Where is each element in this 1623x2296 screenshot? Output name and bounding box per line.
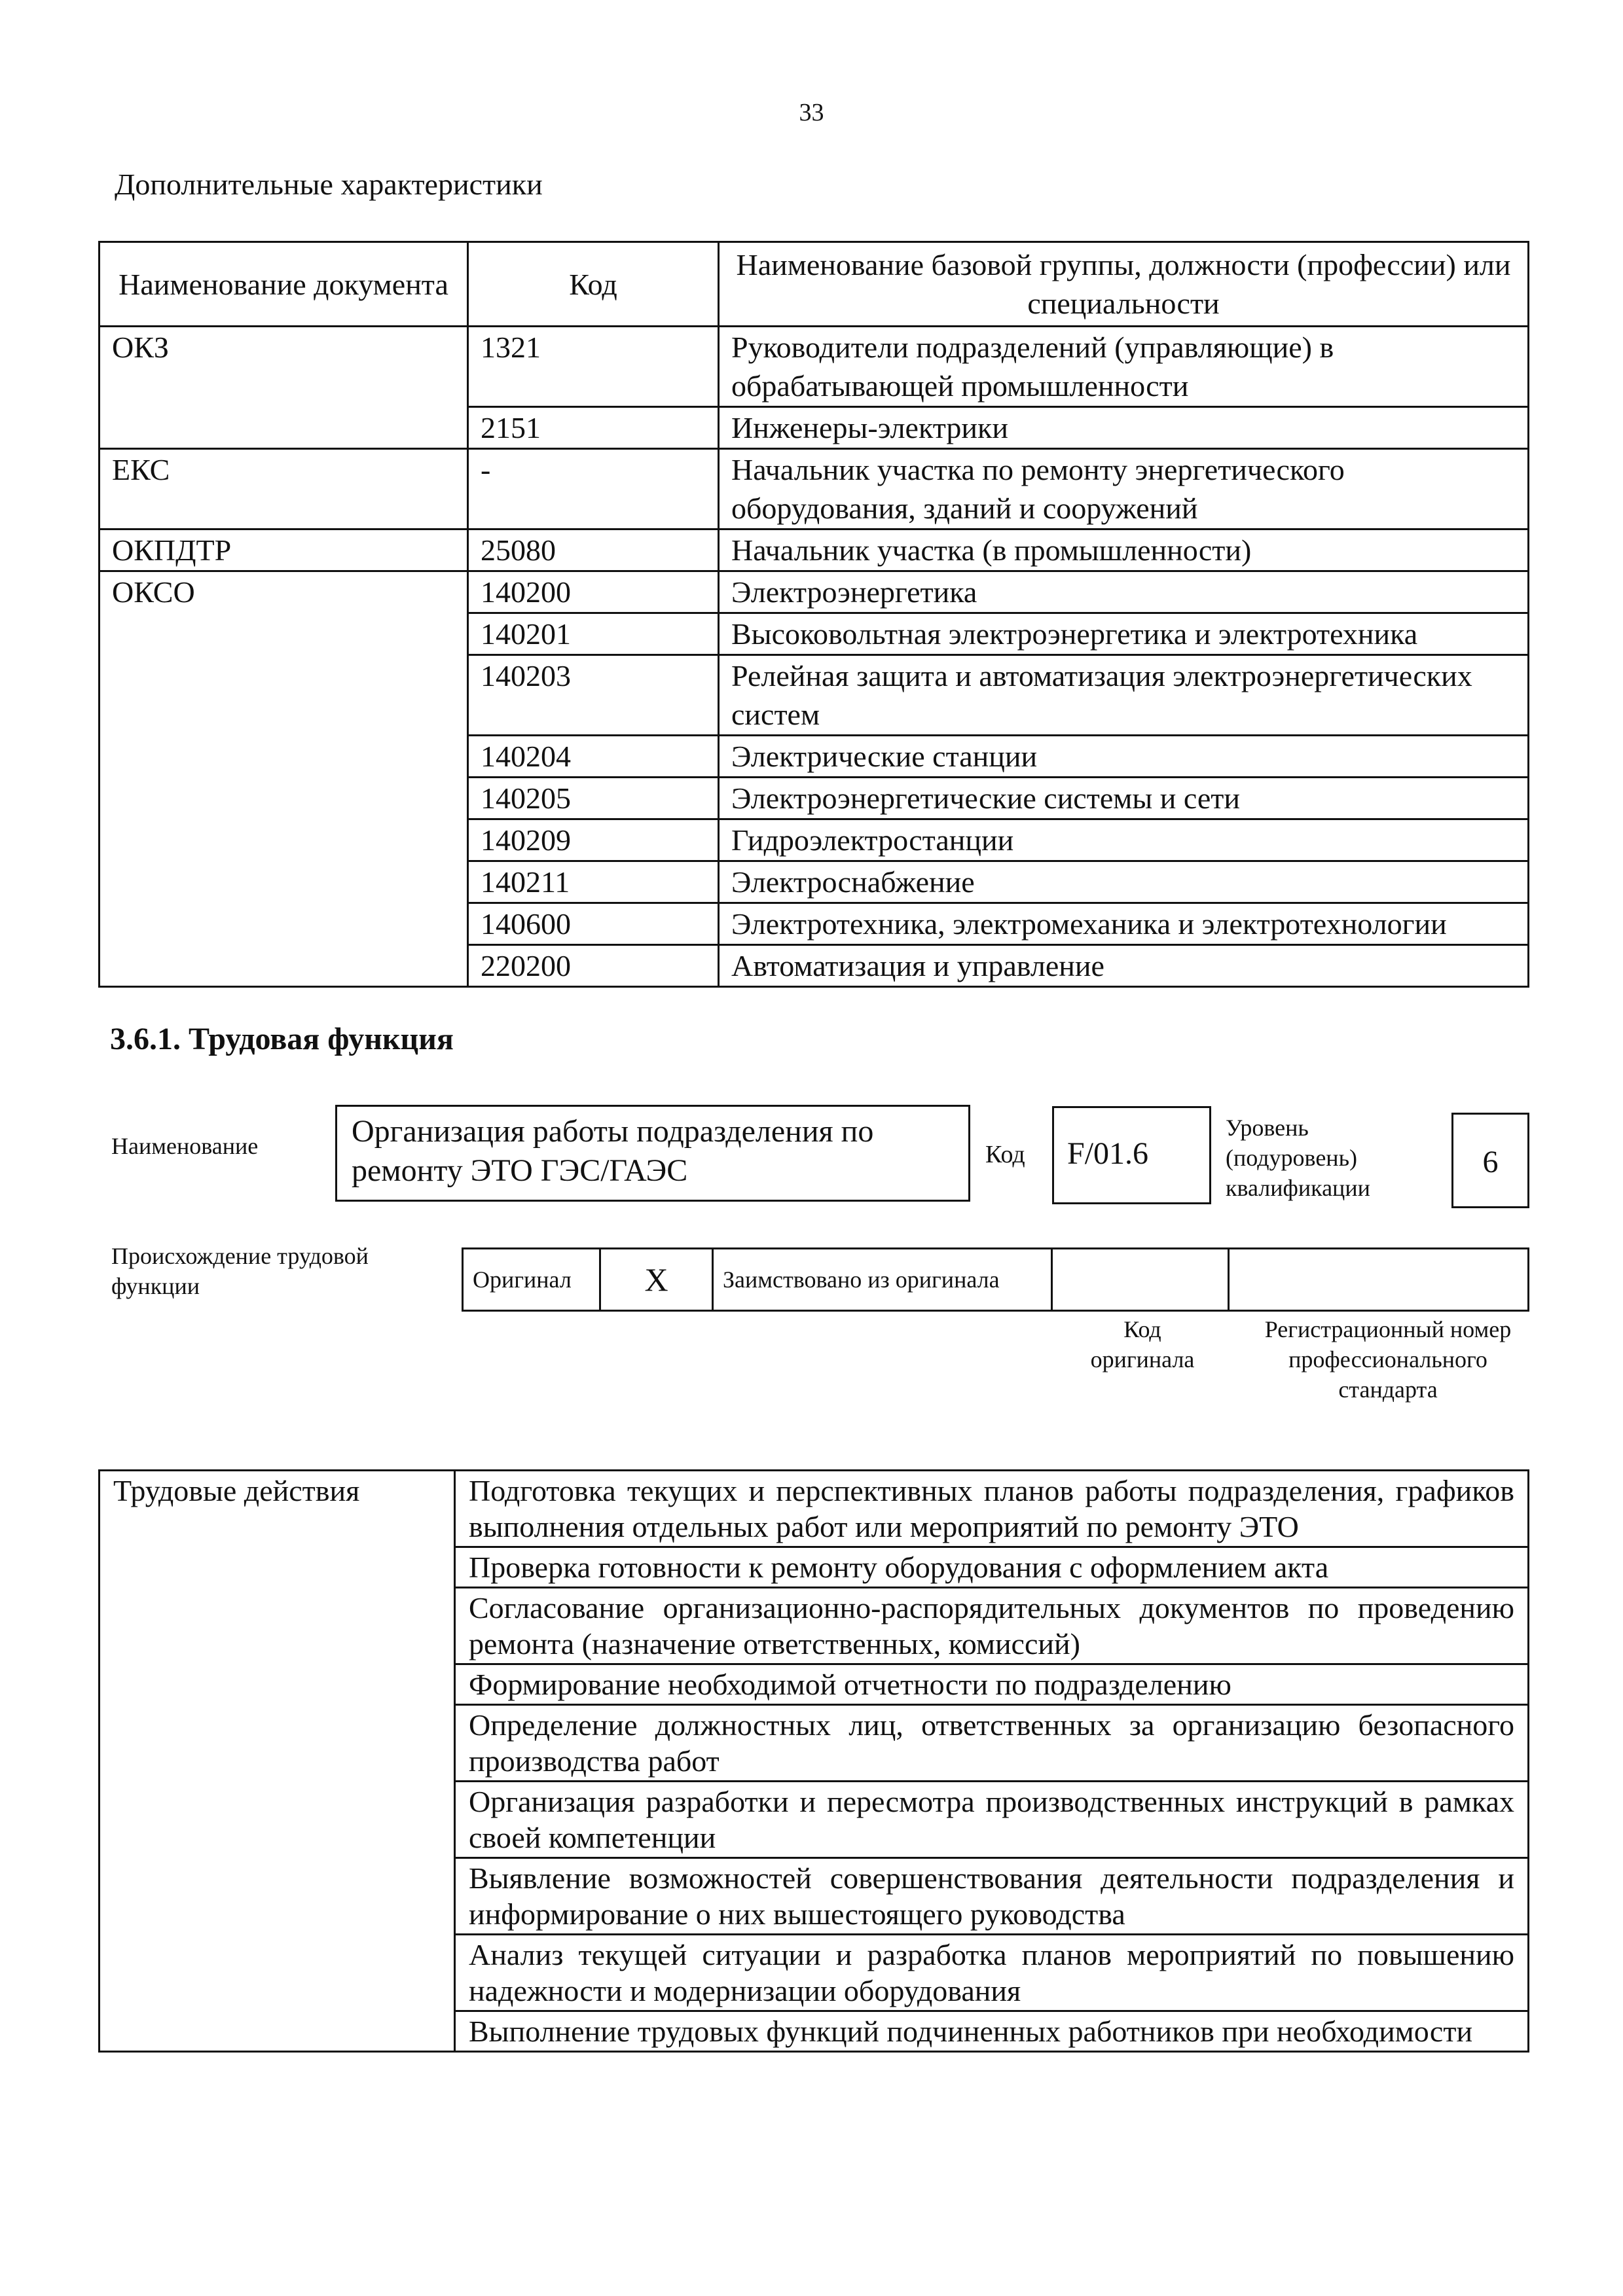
header-doc-name: Наименование документа	[100, 242, 468, 327]
table-header-row	[100, 242, 1529, 327]
labor-action-item: Выполнение трудовых функций подчиненных работников при необходимости	[455, 2011, 1529, 2052]
function-name-value: Организация работы подразделения по ремонту ЭТО ГЭС/ГАЭС	[335, 1105, 970, 1202]
doc-cell: ЕКС	[100, 449, 468, 529]
function-name-label: Наименование	[111, 1133, 259, 1159]
doc-cell: ОКПДТР	[100, 529, 468, 571]
labor-action-item: Формирование необходимой отчетности по подразделению	[455, 1664, 1529, 1705]
origin-row	[463, 1249, 1529, 1311]
name-cell: Высоковольтная электроэнергетика и электротехника	[719, 613, 1529, 655]
name-cell: Электрические станции	[719, 736, 1529, 778]
name-cell: Электроэнергетические системы и сети	[719, 778, 1529, 819]
name-cell: Электротехника, электромеханика и электротехнологии	[719, 903, 1529, 945]
original-code-caption: Код оригинала	[1090, 1316, 1195, 1372]
doc-cell: ОКСО	[100, 571, 468, 987]
table-row	[100, 327, 1529, 407]
code-cell: 1321	[468, 327, 719, 407]
name-cell: Инженеры-электрики	[719, 407, 1529, 449]
name-cell: Руководители подразделений (управляющие) в обрабатывающей промышленности	[719, 327, 1529, 407]
header-code: Код	[468, 242, 719, 327]
additional-characteristics-caption: Дополнительные характеристики	[115, 168, 543, 201]
name-cell: Гидроэлектростанции	[719, 819, 1529, 861]
table-row	[100, 571, 1529, 613]
code-cell: -	[468, 449, 719, 529]
function-code-value: F/01.6	[1052, 1106, 1211, 1204]
code-cell: 140205	[468, 778, 719, 819]
name-cell: Электроснабжение	[719, 861, 1529, 903]
function-code-label: Код	[985, 1141, 1025, 1168]
header-group-name: Наименование базовой группы, должности (профессии) или специальности	[719, 242, 1529, 327]
code-cell: 140211	[468, 861, 719, 903]
labor-action-item: Согласование организационно-распорядительных документов по проведению ремонта (назначение ответственных, комиссий)	[455, 1588, 1529, 1664]
name-cell: Начальник участка (в промышленности)	[719, 529, 1529, 571]
labor-actions-table	[98, 1469, 1529, 2053]
registration-number-caption: Регистрационный номер профессионального стандарта	[1264, 1316, 1512, 1403]
labor-action-item: Организация разработки и пересмотра производственных инструкций в рамках своей компетенции	[455, 1782, 1529, 1858]
doc-cell: ОКЗ	[100, 327, 468, 449]
code-cell: 140200	[468, 571, 719, 613]
table-row	[100, 449, 1529, 529]
code-cell: 140204	[468, 736, 719, 778]
page-number: 33	[799, 99, 824, 126]
name-cell: Электроэнергетика	[719, 571, 1529, 613]
qualification-level-value: 6	[1451, 1113, 1529, 1208]
name-cell: Начальник участка по ремонту энергетического оборудования, зданий и сооружений	[719, 449, 1529, 529]
labor-action-item: Определение должностных лиц, ответственных за организацию безопасного производства работ	[455, 1705, 1529, 1782]
code-cell: 2151	[468, 407, 719, 449]
code-cell: 140209	[468, 819, 719, 861]
qualification-level-label: Уровень (подуровень) квалификации	[1226, 1115, 1370, 1201]
labor-function-heading: 3.6.1. Трудовая функция	[110, 1022, 454, 1056]
function-origin-table	[462, 1247, 1529, 1312]
labor-action-item: Анализ текущей ситуации и разработка планов мероприятий по повышению надежности и модернизации оборудования	[455, 1935, 1529, 2011]
code-cell: 140203	[468, 655, 719, 736]
labor-action-item: Выявление возможностей совершенствования деятельности подразделения и информирование о них вышестоящего руководства	[455, 1858, 1529, 1935]
code-cell: 220200	[468, 945, 719, 987]
origin-reg-number-cell	[1229, 1249, 1529, 1311]
labor-actions-label: Трудовые действия	[100, 1471, 455, 2052]
code-cell: 140201	[468, 613, 719, 655]
additional-characteristics-table	[98, 241, 1529, 988]
origin-code-cell	[1052, 1249, 1229, 1311]
name-cell: Автоматизация и управление	[719, 945, 1529, 987]
origin-original-mark: X	[600, 1249, 713, 1311]
origin-borrowed-label: Заимствовано из оригинала	[713, 1249, 1052, 1311]
function-origin-label: Происхождение трудовой функции	[111, 1243, 369, 1299]
labor-action-item: Подготовка текущих и перспективных планов работы подразделения, графиков выполнения отдельных работ или мероприятий по ремонту ЭТО	[455, 1471, 1529, 1547]
origin-original-label: Оригинал	[463, 1249, 600, 1311]
name-cell: Релейная защита и автоматизация электроэнергетических систем	[719, 655, 1529, 736]
code-cell: 25080	[468, 529, 719, 571]
labor-action-item: Проверка готовности к ремонту оборудования с оформлением акта	[455, 1547, 1529, 1588]
code-cell: 140600	[468, 903, 719, 945]
table-row	[100, 529, 1529, 571]
table-row	[100, 1471, 1529, 1547]
